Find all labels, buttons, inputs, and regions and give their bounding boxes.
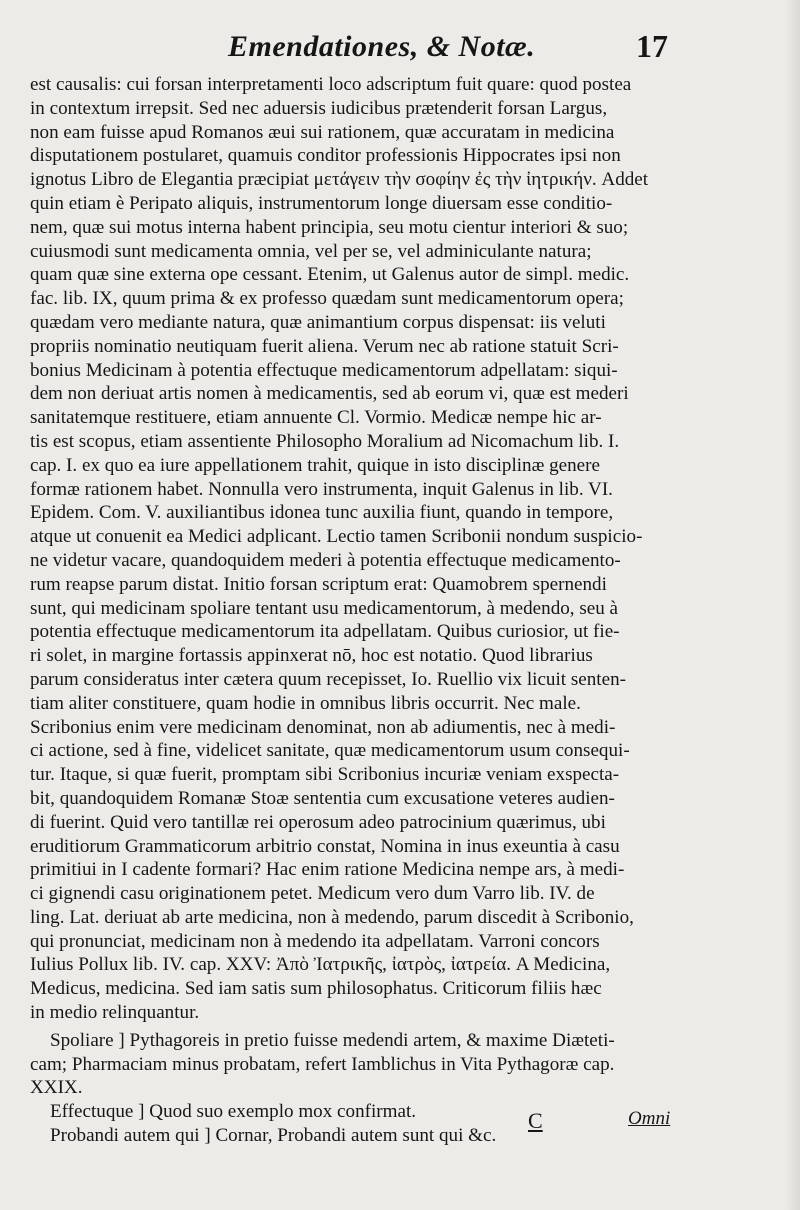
text-line: Iulius Pollux lib. IV. cap. XXV: Ἀπὸ Ἰατρικῆς, ἰατρὸς, ἰατρεία. A Medicina, — [30, 954, 611, 976]
text-line: eruditiorum Grammaticorum arbitrio constat, Nomina in inus exeuntia à casu — [30, 835, 620, 857]
text-line: non eam fuisse apud Romanos æui sui rationem, quæ accuratam in medicina — [30, 121, 615, 143]
page-footer — [0, 1108, 800, 1138]
page-number: 17 — [636, 28, 668, 64]
note-line: Probandi autem qui ] Cornar, Probandi autem sunt qui &c. — [50, 1125, 497, 1147]
text-line: rum reapse parum distat. Initio forsan scriptum erat: Quamobrem spernendi — [30, 573, 607, 595]
text-line: in contextum irrepsit. Sed nec aduersis iudicibus prætenderit forsan Largus, — [30, 97, 608, 119]
page-header — [0, 30, 800, 70]
text-line: est causalis: cui forsan interpretamenti loco adscriptum fuit quare: quod postea — [30, 74, 632, 95]
text-line: dem non deriuat artis nomen à medicamentis, sed ab eorum vi, quæ est mederi — [30, 383, 629, 405]
text-line: quam quæ sine externa ope cessant. Etenim, ut Galenus autor de simpl. medic. — [30, 264, 630, 286]
text-line: cap. I. ex quo ea iure appellationem trahit, quique in isto disciplinæ genere — [30, 454, 600, 476]
text-line: sanitatemque restituere, etiam annuente Cl. Vormio. Medicæ nempe hic ar- — [30, 407, 602, 429]
text-line: potentia effectuque medicamentorum ita adpellatam. Quibus curiosior, ut fie- — [30, 621, 620, 643]
text-line: tis est scopus, etiam assentiente Philosopho Moralium ad Nicomachum lib. I. — [30, 430, 620, 452]
text-line: ci actione, sed à fine, videlicet sanitate, quæ medicamentorum usum consequi- — [30, 740, 630, 762]
text-line: sunt, qui medicinam spoliare tentant usu medicamentorum, à medendo, seu à — [30, 597, 619, 619]
catchword: Omni — [628, 1108, 671, 1129]
text-line: nem, quæ sui motus interna habent principia, seu motu cientur interiori & suo; — [30, 216, 629, 238]
text-line: ling. Lat. deriuat ab arte medicina, non à medendo, parum discedit à Scribonio, — [30, 906, 634, 928]
text-line: quin etiam è Peripato aliquis, instrumentorum longe diuersam esse conditio- — [30, 192, 613, 214]
text-line: ignotus Libro de Elegantia præcipiat μετάγειν τὴν σοφίην ἐς τὴν ἰητρικήν. Addet — [30, 169, 649, 191]
note-line: Effectuque ] Quod suo exemplo mox confirmat. — [50, 1101, 417, 1123]
text-line: ri solet, in margine fortassis appinxerat nō, hoc est notatio. Quod librarius — [30, 645, 593, 667]
text-line: di fuerint. Quid vero tantillæ rei operosum adeo patrocinium quærimus, ubi — [30, 811, 606, 833]
text-line: tiam aliter constituere, quam hodie in omnibus libris occurrit. Nec male. — [30, 692, 581, 714]
text-line: atque ut conuenit ea Medici adplicant. Lectio tamen Scribonii nondum suspicio- — [30, 526, 643, 548]
text-line: bit, quandoquidem Romanæ Stoæ sententia cum excusatione veteres audien- — [30, 787, 615, 809]
text-line: bonius Medicinam à potentia effectuque medicamentorum adpellatam: siqui- — [30, 359, 618, 381]
text-line: primitiui in I cadente formari? Hac enim ratione Medicina nempe ars, à medi- — [30, 859, 625, 881]
main-text — [30, 73, 720, 1148]
text-line: tur. Itaque, si quæ fuerit, promptam sibi Scribonius incuriæ veniam exspecta- — [30, 764, 620, 786]
note-line: XXIX. — [30, 1077, 83, 1099]
text-line: Medicus, medicina. Sed iam satis sum philosophatus. Criticorum filiis hæc — [30, 978, 602, 1000]
text-line: in medio relinquantur. — [30, 1002, 200, 1024]
page-edge-shadow — [786, 0, 800, 1210]
text-line: ne videtur vacare, quandoquidem mederi à potentia effectuque medicamento- — [30, 549, 621, 571]
text-line: quædam vero mediante natura, quæ animantium corpus dispensat: iis veluti — [30, 311, 606, 333]
running-title: Emendationes, & Notæ. — [228, 30, 536, 63]
text-line: parum consideratus inter cætera quum recepisset, Io. Ruellio vix licuit senten- — [30, 668, 626, 690]
text-line: cuiusmodi sunt medicamenta omnia, vel per se, vel adminiculante natura; — [30, 240, 592, 262]
signature-mark: C — [528, 1108, 543, 1133]
text-line: propriis nominatio neutiquam fuerit aliena. Verum nec ab ratione statuit Scri- — [30, 335, 619, 357]
text-line: formæ rationem habet. Nonnulla vero instrumenta, inquit Galenus in lib. VI. — [30, 478, 613, 500]
text-line: Epidem. Com. V. auxiliantibus idonea tunc auxilia fiunt, quando in tempore, — [30, 502, 614, 524]
text-line: disputationem postularet, quamuis conditor professionis Hippocrates ipsi non — [30, 145, 621, 167]
note-line: Spoliare ] Pythagoreis in pretio fuisse medendi artem, & maxime Diæteti- — [50, 1029, 615, 1051]
text-line: fac. lib. IX, quum prima & ex professo quædam sunt medicamentorum opera; — [30, 288, 624, 310]
text-line: ci gignendi casu originationem petet. Medicum vero dum Varro lib. IV. de — [30, 883, 595, 905]
text-line: Scribonius enim vere medicinam denominat, non ab adiumentis, nec à medi- — [30, 716, 616, 738]
text-line: qui pronunciat, medicinam non à medendo ita adpellatam. Varroni concors — [30, 930, 600, 952]
note-line: cam; Pharmaciam minus probatam, refert Iamblichus in Vita Pythagoræ cap. — [30, 1053, 615, 1075]
